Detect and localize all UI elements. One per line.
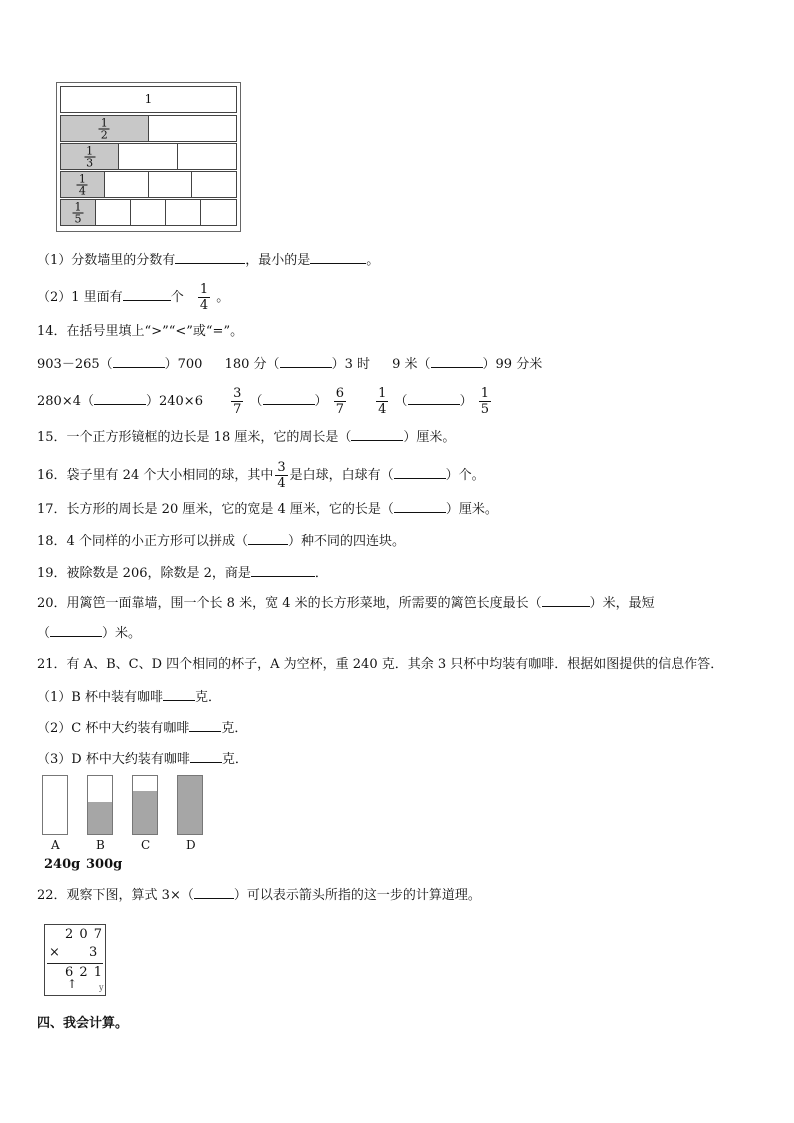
cup-b-weight: 300g: [86, 857, 123, 872]
answer-blank[interactable]: [113, 353, 165, 368]
answer-blank[interactable]: [94, 390, 146, 405]
coffee-fill: [88, 802, 112, 834]
wall-cell-half-shaded: $\frac{1}{2}$: [61, 116, 149, 141]
vertical-multiplication: [44, 924, 106, 996]
fraction-wall: [56, 82, 241, 232]
section-4-heading: 四、我会计算。: [37, 1016, 129, 1031]
wall-cell: [131, 200, 166, 225]
product: 6 2 1: [65, 965, 104, 980]
cup-b-label: B: [96, 838, 105, 852]
wall-row-quarters: [60, 171, 237, 198]
wall-cell-third-shaded: $\frac{1}{3}$: [61, 144, 119, 169]
wall-cell-fifth-shaded: $\frac{1}{5}$: [61, 200, 96, 225]
q14-row2: 280×4（ ）240×6 $\frac{3}{7}$ （ ） $\frac{6}{7}$ $\frac{1}{4}$ （ ） $\frac{1}{5}$: [37, 386, 489, 417]
wall-row-thirds: [60, 143, 237, 170]
cup-b: [87, 775, 113, 835]
answer-blank[interactable]: [351, 426, 403, 441]
answer-blank[interactable]: [431, 353, 483, 368]
q17: 17．长方形的周长是 20 厘米，它的宽是 4 厘米，它的长是（ ）厘米。: [37, 498, 498, 520]
wall-cell: [105, 172, 149, 197]
q20-line1: 20．用篱笆一面靠墙，围一个长 8 米，宽 4 米的长方形菜地，所需要的篱笆长度最长（ ）米，最短: [37, 592, 655, 614]
q14-row1: 903－265（ ）700 180 分（ ）3 时 9 米（ ）99 分米: [37, 353, 542, 375]
multiplicand: 2 0 7: [65, 927, 104, 942]
wall-cell: [166, 200, 201, 225]
cup-c-label: C: [141, 838, 151, 852]
wall-row-whole: [60, 86, 237, 113]
answer-blank[interactable]: [194, 884, 234, 899]
answer-blank[interactable]: [248, 530, 288, 545]
cup-d: [177, 775, 203, 835]
wall-cell: [149, 172, 193, 197]
answer-blank[interactable]: [189, 717, 221, 732]
wall-cell: [178, 144, 236, 169]
wall-cell: [201, 200, 236, 225]
answer-blank[interactable]: [175, 249, 245, 264]
cup-a-weight: 240g: [44, 857, 81, 872]
q18: 18．4 个同样的小正方形可以拼成（ ）种不同的四连块。: [37, 530, 405, 552]
answer-blank[interactable]: [263, 390, 315, 405]
q16: 16．袋子里有 24 个大小相同的球，其中 $\frac{3}{4}$ 是白球，白球有（ ）个。: [37, 460, 485, 491]
wall-row-fifths: [60, 199, 237, 226]
wall-cell: [192, 172, 236, 197]
wall-cell-whole: 1: [144, 92, 153, 106]
q22: 22．观察下图，算式 3×（ ）可以表示箭头所指的这一步的计算道理。: [37, 884, 481, 906]
coffee-fill: [133, 791, 157, 835]
answer-blank[interactable]: [394, 498, 446, 513]
answer-blank[interactable]: [163, 686, 195, 701]
answer-blank[interactable]: [280, 353, 332, 368]
q21-part3: （3）D 杯中大约装有咖啡 克．: [37, 748, 248, 770]
q14-title: 14．在括号里填上“>”“<”或“=”。: [37, 324, 244, 339]
q15: 15．一个正方形镜框的边长是 18 厘米，它的周长是（ ）厘米。: [37, 426, 455, 448]
wall-row-halves: [60, 115, 237, 142]
times-sign: ×: [49, 945, 60, 960]
answer-blank[interactable]: [542, 592, 590, 607]
answer-blank[interactable]: [251, 562, 315, 577]
answer-blank[interactable]: [394, 464, 446, 479]
cup-c: [132, 775, 158, 835]
answer-blank[interactable]: [310, 249, 366, 264]
answer-blank[interactable]: [123, 286, 171, 301]
cup-d-label: D: [186, 838, 196, 852]
wall-cell: [119, 144, 177, 169]
multiplier: 3: [89, 945, 98, 960]
answer-blank[interactable]: [190, 748, 222, 763]
arrow-up-icon: ↑: [67, 977, 78, 991]
q13-part1: （1）分数墙里的分数有 ，最小的是 。: [37, 249, 379, 271]
q19: 19．被除数是 206，除数是 2，商是 ．: [37, 562, 328, 584]
wall-cell: [96, 200, 131, 225]
answer-blank[interactable]: [408, 390, 460, 405]
calc-rule: [47, 963, 103, 964]
q20-line2: （ ）米。: [37, 622, 141, 644]
q13-part2: （2）1 里面有 个 $\frac{1}{4}$ 。: [37, 282, 230, 313]
cup-a: [42, 775, 68, 835]
q21-part1: （1）B 杯中装有咖啡 克．: [37, 686, 221, 708]
answer-blank[interactable]: [50, 622, 102, 637]
wall-cell: [149, 116, 237, 141]
cup-a-label: A: [51, 838, 60, 852]
coffee-fill: [178, 776, 202, 834]
wall-cell-quarter-shaded: $\frac{1}{4}$: [61, 172, 105, 197]
q21-title: 21．有 A、B、C、D 四个相同的杯子，A 为空杯，重 240 克．其余 3 只杯中均装有咖啡．根据如图提供的信息作答．: [37, 657, 724, 672]
q21-part2: （2）C 杯中大约装有咖啡 克．: [37, 717, 247, 739]
corner-mark: y: [99, 983, 104, 992]
